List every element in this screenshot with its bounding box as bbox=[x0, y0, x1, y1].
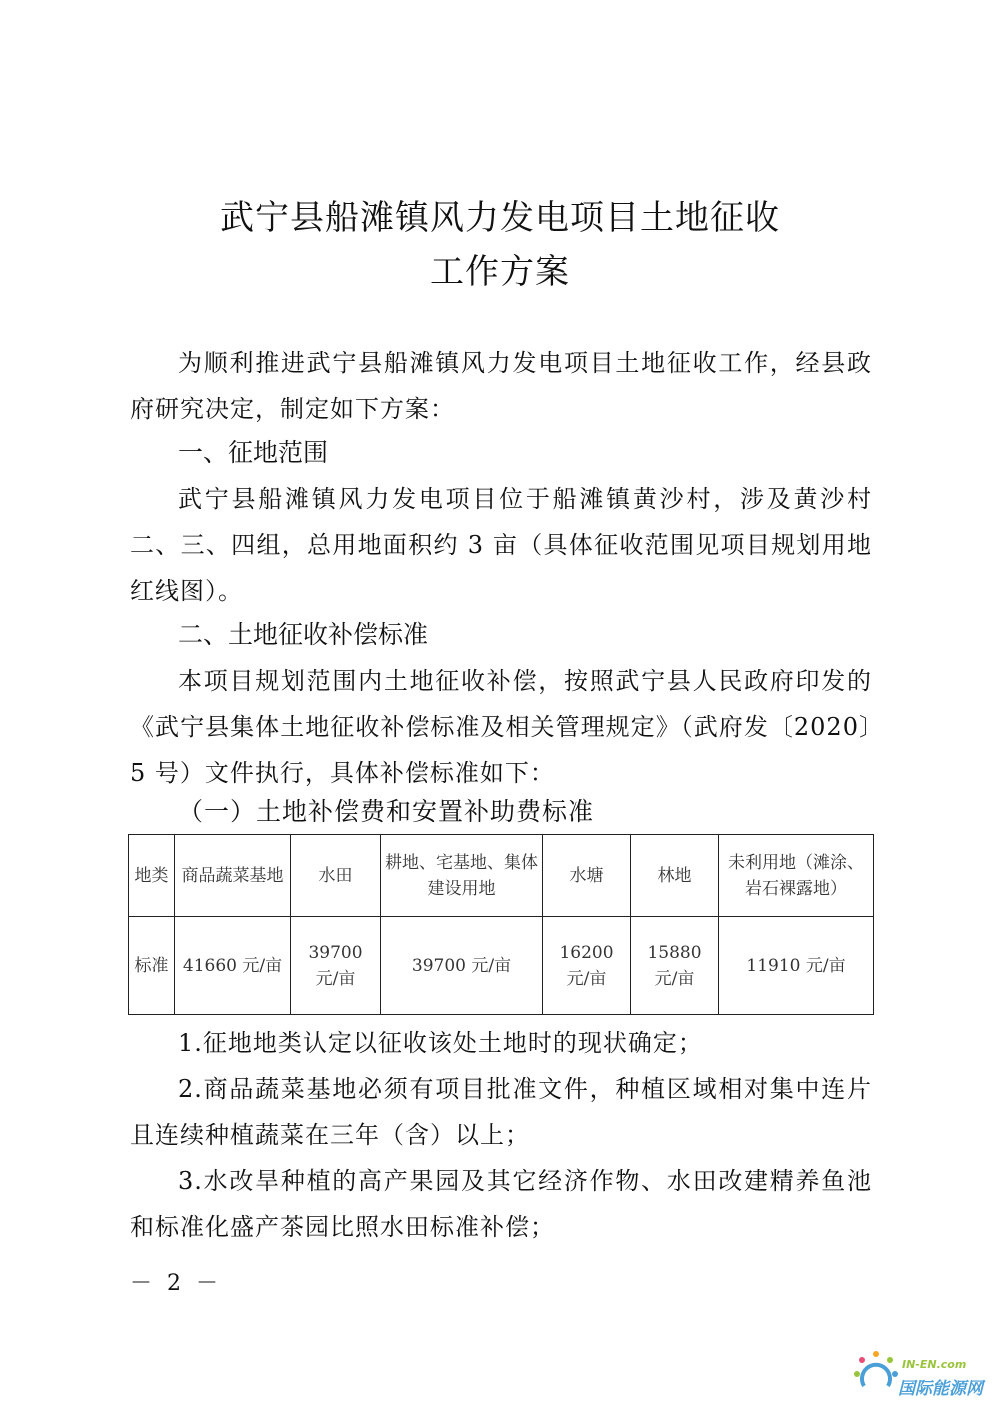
table-row bbox=[129, 917, 874, 1015]
table-cell: 商品蔬菜基地 bbox=[175, 835, 291, 917]
table-cell: 16200 元/亩 bbox=[543, 917, 631, 1015]
table-cell: 地类 bbox=[129, 835, 175, 917]
table-cell: 耕地、宅基地、集体建设用地 bbox=[381, 835, 543, 917]
sun-logo-icon bbox=[852, 1348, 900, 1398]
table-cell: 林地 bbox=[631, 835, 719, 917]
table-cell: 15880 元/亩 bbox=[631, 917, 719, 1015]
table-cell: 11910 元/亩 bbox=[719, 917, 874, 1015]
watermark-logo bbox=[852, 1348, 992, 1404]
table-cell: 未利用地（滩涂、岩石裸露地） bbox=[719, 835, 874, 917]
table-cell: 39700 元/亩 bbox=[291, 917, 381, 1015]
page-number: － 2 － bbox=[130, 1271, 222, 1296]
subsection-heading: （一）土地补偿费和安置补助费标准 bbox=[178, 797, 595, 826]
page-title-line2: 工作方案 bbox=[430, 252, 570, 292]
watermark-name: 国际能源网 bbox=[898, 1379, 983, 1399]
watermark-brand: IN-EN.com bbox=[902, 1358, 967, 1371]
section1-heading: 一、征地范围 bbox=[178, 438, 329, 467]
note-1: 1.征地地类认定以征收该处土地时的现状确定； bbox=[178, 1029, 703, 1057]
section2-paragraph: 本项目规划范围内土地征收补偿，按照武宁县人民政府印发的《武宁县集体土地征收补偿标准及相关管理规定》（武府发〔2020〕5 号）文件执行，具体补偿标准如下： bbox=[130, 667, 872, 787]
table-cell: 标准 bbox=[129, 917, 175, 1015]
section2-heading: 二、土地征收补偿标准 bbox=[178, 620, 429, 649]
table-header-row bbox=[129, 835, 874, 917]
section1-paragraph: 武宁县船滩镇风力发电项目位于船滩镇黄沙村，涉及黄沙村二、三、四组，总用地面积约 3 亩（具体征收范围见项目规划用地红线图）。 bbox=[130, 485, 872, 605]
page-title-line1: 武宁县船滩镇风力发电项目土地征收 bbox=[220, 198, 780, 238]
compensation-table bbox=[128, 834, 874, 1015]
note-2: 2.商品蔬菜基地必须有项目批准文件，种植区域相对集中连片且连续种植蔬菜在三年（含）以上； bbox=[130, 1075, 872, 1149]
table-cell: 41660 元/亩 bbox=[175, 917, 291, 1015]
intro-paragraph: 为顺利推进武宁县船滩镇风力发电项目土地征收工作，经县政府研究决定，制定如下方案： bbox=[130, 349, 872, 423]
table-cell: 水塘 bbox=[543, 835, 631, 917]
table-cell: 水田 bbox=[291, 835, 381, 917]
table-cell: 39700 元/亩 bbox=[381, 917, 543, 1015]
note-3: 3.水改旱种植的高产果园及其它经济作物、水田改建精养鱼池和标准化盛产茶园比照水田标准补偿； bbox=[130, 1167, 872, 1241]
